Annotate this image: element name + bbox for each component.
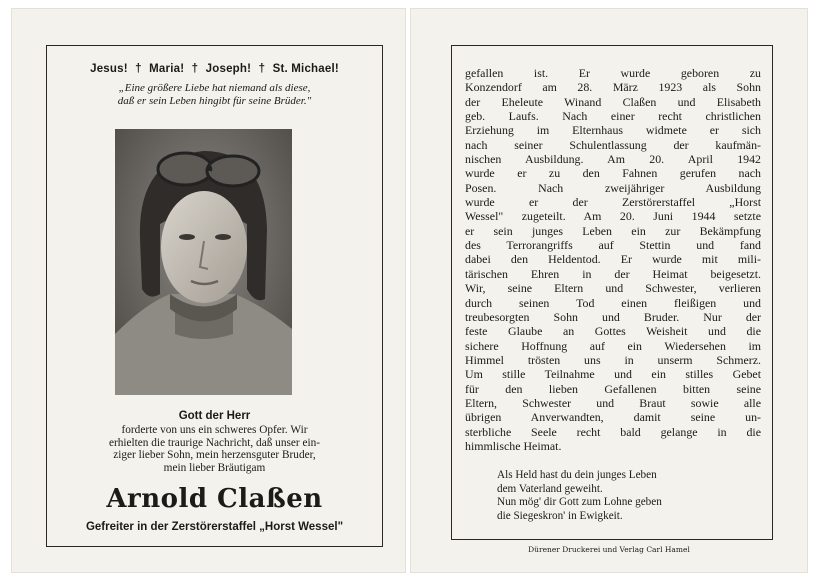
bio-line: gefallen ist. Er wurde geboren zu bbox=[465, 66, 761, 80]
invocation-maria: Maria! bbox=[149, 63, 185, 75]
bio-line: des Terrorangriffs auf Stettin und fand bbox=[465, 238, 761, 253]
bio-line: Erziehung im Elternhaus widmete er sich bbox=[465, 123, 761, 138]
verse-line: Als Held hast du dein junges Leben bbox=[497, 469, 657, 481]
bio-line: nach seiner Schulentlassung der kaufmän- bbox=[465, 137, 761, 152]
bio-line: tärischen Ehren in der Heimat beigesetzt. bbox=[465, 266, 761, 281]
bio-line: dabei den Heldentod. Er wurde mit mili- bbox=[465, 252, 761, 267]
portrait-photo-icon bbox=[115, 129, 292, 395]
cross-icon: † bbox=[258, 63, 266, 75]
invocation-joseph: Joseph! bbox=[205, 63, 252, 75]
portrait-photo bbox=[115, 129, 292, 395]
bio-line: Himmel trösten uns in unserm Schmerz. bbox=[465, 352, 761, 367]
verse-line: dem Vaterland geweiht. bbox=[497, 482, 603, 495]
invocation-jesus: Jesus! bbox=[90, 63, 128, 75]
caption-title: Gott der Herr bbox=[178, 410, 251, 422]
bio-line: nischen Ausbildung. Am 20. April 1942 bbox=[465, 152, 761, 167]
caption-body bbox=[53, 424, 376, 474]
bio-line: wurde er der Zerstörerstaffel „Horst bbox=[465, 195, 761, 210]
invocation-michael: St. Michael! bbox=[272, 63, 339, 75]
biography-text bbox=[465, 66, 761, 453]
caption-line: ziger lieber Sohn, mein herzensguter Bruder, bbox=[113, 449, 316, 461]
bio-line: übrigen Anverwandten, damit seine un- bbox=[465, 410, 761, 425]
bio-line: geb. Laufs. Nach einer recht christlichen bbox=[465, 109, 761, 124]
bio-line: treubesorgten Sohn und Bruder. Nur der bbox=[465, 309, 761, 324]
left-card bbox=[12, 9, 405, 572]
caption-line: erhielten die traurige Nachricht, daß unser ein- bbox=[108, 436, 321, 449]
quote-line: daß er sein Leben hingibt für seine Brüder." bbox=[117, 95, 312, 107]
printer-credit: Dürener Druckerei und Verlag Carl Hamel bbox=[528, 545, 690, 554]
bio-line: wurde er zu den Fahnen gerufen nach bbox=[465, 166, 761, 181]
bio-line: der Eheleute Winand Claßen und Elisabeth bbox=[465, 94, 761, 109]
bio-line: Konzendorf am 28. März 1923 als Sohn bbox=[465, 80, 761, 95]
quote-line: „Eine größere Liebe hat niemand als diese, bbox=[118, 82, 311, 94]
cross-icon: † bbox=[135, 63, 142, 75]
bio-line: Posen. Nach zweijähriger Ausbildung bbox=[465, 180, 761, 195]
invocation-line bbox=[47, 63, 382, 75]
bio-line: sterbliche Seele recht bald gelange in die bbox=[465, 424, 761, 439]
bible-quote bbox=[57, 82, 372, 108]
verse-line: Nun mög' dir Gott zum Lohne geben bbox=[497, 496, 662, 508]
bio-line: er sein junges Leben ein zur Bekämpfung bbox=[465, 223, 761, 238]
bio-line: feste Glaube an Gottes Weisheit und die bbox=[465, 324, 761, 339]
cross-icon: † bbox=[191, 63, 199, 75]
verse-line: die Siegeskron' in Ewigkeit. bbox=[497, 509, 623, 522]
right-card-frame bbox=[451, 45, 773, 540]
bio-line: für den lieben Gefallenen bitten seine bbox=[465, 381, 761, 396]
bio-line: Eltern, Schwester und Braut sowie alle bbox=[465, 395, 761, 410]
right-card bbox=[411, 9, 807, 572]
caption-line: mein lieber Bräutigam bbox=[163, 461, 266, 474]
caption-line: forderte von uns ein schweres Opfer. Wir bbox=[121, 424, 308, 436]
bio-line: durch seinen Tod einen fleißigen und bbox=[465, 295, 761, 310]
bio-line: Um stille Teilnahme und ein stilles Gebet bbox=[465, 367, 761, 382]
left-card-frame bbox=[46, 45, 383, 547]
deceased-name: Arnold Claßen bbox=[106, 484, 323, 514]
bio-line: sichere Hoffnung auf ein Wiedersehen im bbox=[465, 338, 761, 353]
bio-line: Wessel" zugeteilt. Am 20. Juni 1944 setzte bbox=[465, 209, 761, 224]
deceased-rank: Gefreiter in der Zerstörerstaffel „Horst Wessel" bbox=[85, 521, 344, 533]
bio-line-last: himmlische Heimat. bbox=[465, 438, 562, 453]
bio-line: Wir, seine Eltern und Schwester, verlieren bbox=[465, 281, 761, 296]
memorial-verse bbox=[497, 469, 762, 523]
